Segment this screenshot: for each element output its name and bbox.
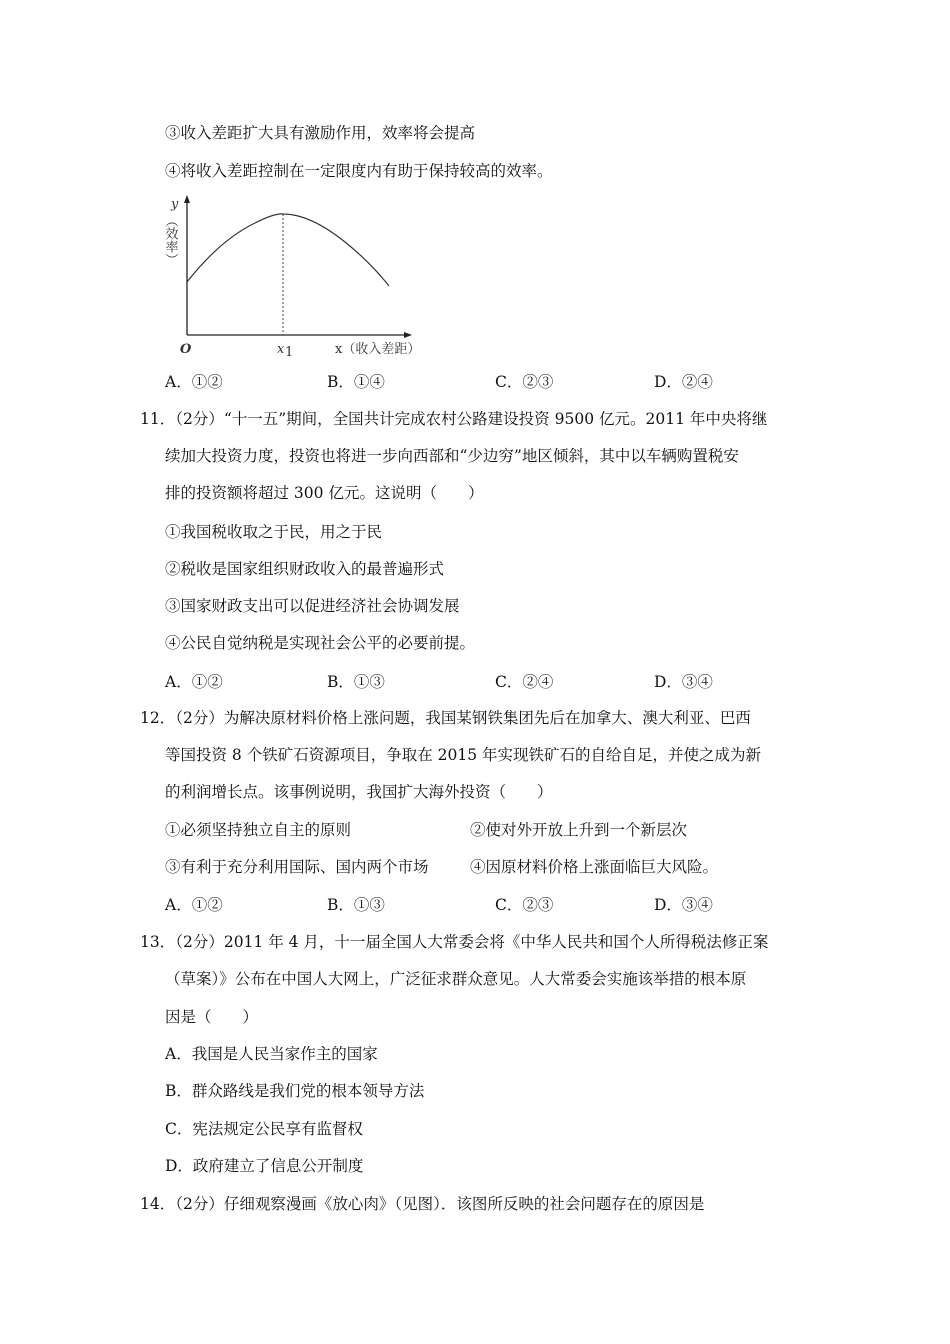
option-a[interactable]: A．①② bbox=[165, 896, 223, 914]
question-stem-line: 的利润增长点。该事例说明，我国扩大海外投资（ ） bbox=[165, 783, 553, 801]
statement-4: ④因原材料价格上涨面临巨大风险。 bbox=[470, 858, 719, 876]
question-stem-line: 续加大投资力度，投资也将进一步向西部和“少边穷”地区倾斜，其中以车辆购置税安 bbox=[165, 447, 739, 465]
statement-2: ②使对外开放上升到一个新层次 bbox=[470, 821, 688, 839]
option-d[interactable]: D．③④ bbox=[654, 896, 713, 914]
option-b[interactable]: B．①④ bbox=[327, 373, 385, 391]
x-axis-arrow bbox=[404, 332, 412, 338]
y-axis-arrow bbox=[184, 195, 190, 203]
question-stem-line: 11．（2分）“十一五”期间，全国共计完成农村公路建设投资 9500 亿元。2011 年中央将继 bbox=[140, 410, 768, 428]
question-stem-line: 因是（ ） bbox=[165, 1008, 259, 1026]
y-label-cn: （效率） bbox=[162, 214, 178, 266]
statement-4: ④公民自觉纳税是实现社会公平的必要前提。 bbox=[165, 634, 476, 652]
option-a[interactable]: A．我国是人民当家作主的国家 bbox=[165, 1045, 378, 1063]
option-a[interactable]: A．①② bbox=[165, 373, 223, 391]
option-c[interactable]: C．宪法规定公民享有监督权 bbox=[165, 1120, 363, 1138]
question-stem-line: 等国投资 8 个铁矿石资源项目，争取在 2015 年实现铁矿石的自给自足，并使之成为新 bbox=[165, 746, 762, 764]
question-stem-line: 13．（2分）2011 年 4 月，十一届全国人大常委会将《中华人民共和国个人所得税法修正案 bbox=[140, 933, 769, 951]
efficiency-curve bbox=[187, 214, 389, 286]
option-b[interactable]: B．①③ bbox=[327, 896, 385, 914]
statement-2: ②税收是国家组织财政收入的最普遍形式 bbox=[165, 560, 445, 578]
statement-1: ①我国税收取之于民，用之于民 bbox=[165, 523, 383, 541]
option-b[interactable]: B．群众路线是我们党的根本领导方法 bbox=[165, 1082, 425, 1100]
option-b[interactable]: B．①③ bbox=[327, 673, 385, 691]
efficiency-income-gap-figure bbox=[160, 190, 450, 370]
origin-label: O bbox=[180, 342, 192, 357]
option-c[interactable]: C．②③ bbox=[495, 896, 554, 914]
option-c[interactable]: C．②④ bbox=[495, 673, 554, 691]
statement-3: ③有利于充分利用国际、国内两个市场 bbox=[165, 858, 429, 876]
x1-subscript: 1 bbox=[285, 345, 294, 360]
statement-4: ④将收入差距控制在一定限度内有助于保持较高的效率。 bbox=[165, 162, 553, 180]
option-d[interactable]: D．②④ bbox=[654, 373, 713, 391]
statement-3: ③国家财政支出可以促进经济社会协调发展 bbox=[165, 597, 460, 615]
option-c[interactable]: C．②③ bbox=[495, 373, 554, 391]
question-stem-line: （草案）》公布在中国人大网上，广泛征求群众意见。人大常委会实施该举措的根本原 bbox=[165, 970, 747, 988]
option-d[interactable]: D．③④ bbox=[654, 673, 713, 691]
question-stem-line: 12．（2分）为解决原材料价格上涨问题，我国某钢铁集团先后在加拿大、澳大利亚、巴西 bbox=[140, 709, 751, 727]
x-label: x（收入差距） bbox=[335, 342, 421, 357]
statement-3: ③收入差距扩大具有激励作用，效率将会提高 bbox=[165, 124, 476, 142]
statement-1: ①必须坚持独立自主的原则 bbox=[165, 821, 352, 839]
option-d[interactable]: D．政府建立了信息公开制度 bbox=[165, 1157, 364, 1175]
option-a[interactable]: A．①② bbox=[165, 673, 223, 691]
y-label: y bbox=[171, 197, 179, 212]
question-stem-line: 排的投资额将超过 300 亿元。这说明（ ） bbox=[165, 484, 484, 502]
x1-label: x bbox=[277, 342, 285, 357]
question-stem-line: 14．（2分）仔细观察漫画《放心肉》（见图）．该图所反映的社会问题存在的原因是 bbox=[140, 1195, 705, 1213]
